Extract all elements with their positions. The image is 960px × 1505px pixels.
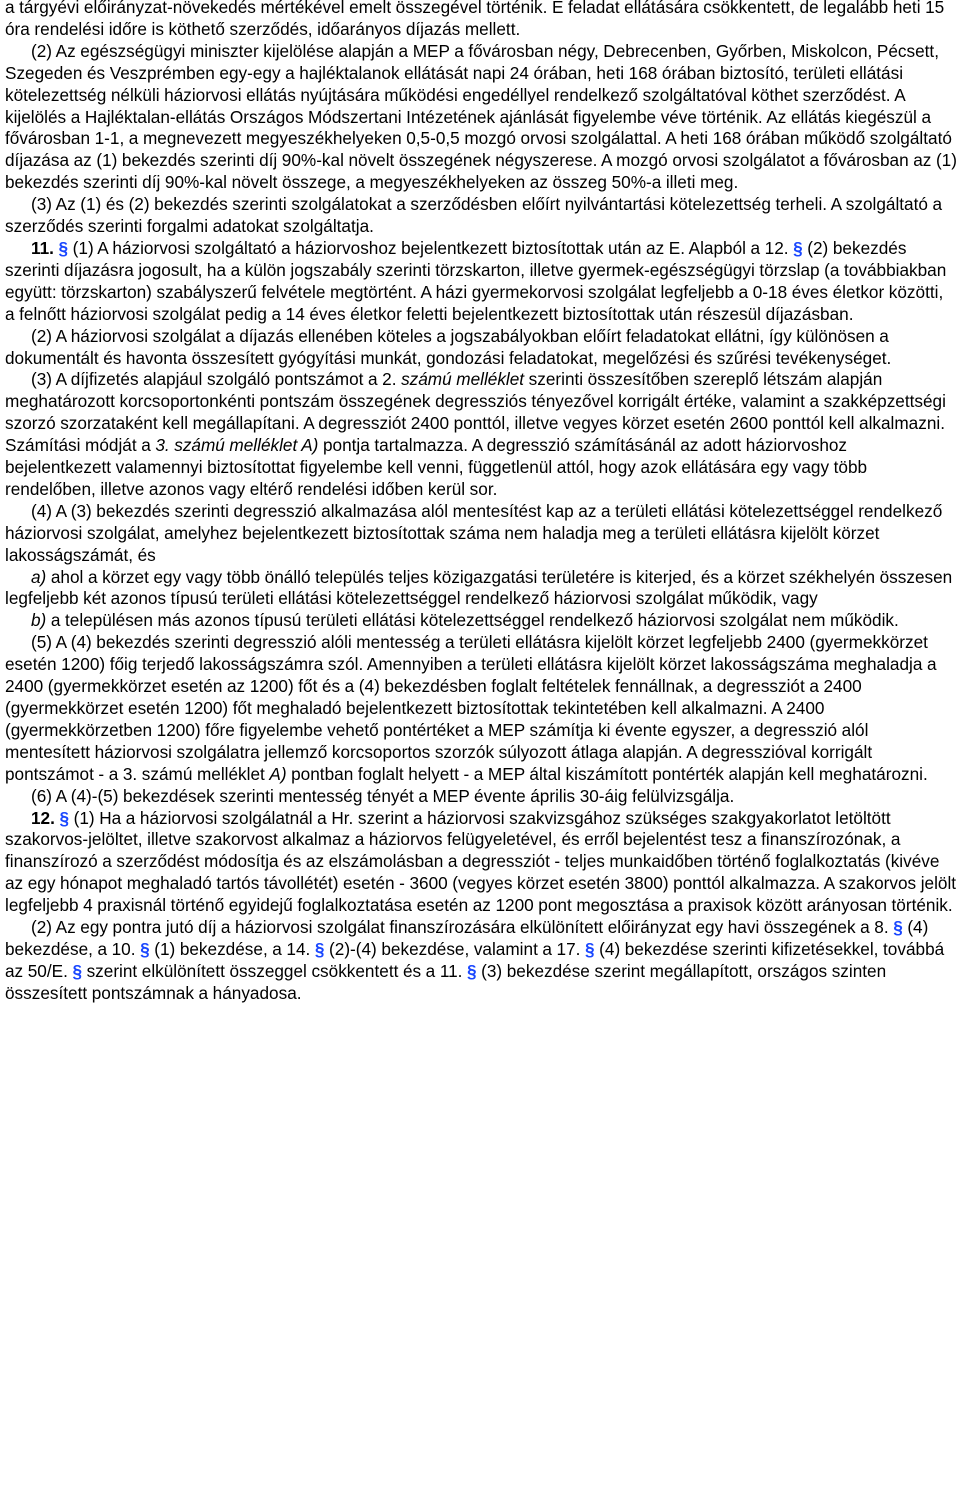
- point-a: [5, 567, 957, 611]
- paragraph-11-2: (2) A háziorvosi szolgálat a díjazás ellenében köteles a jogszabályokban előírt feladatokat ellátni, így különösen a dokumentált és havonta összesített gyógyítási munkát, gondozási feladatokat, megelőzési és szűrési tevékenységet.: [5, 325, 892, 368]
- paragraph-text: (1) bekezdése, a 14.: [149, 938, 315, 959]
- section-number: 12.: [31, 807, 55, 828]
- paragraph-11-3: [5, 369, 957, 500]
- paragraph-text: (2)-(4) bekezdése, valamint a 17.: [324, 938, 586, 959]
- paragraph-text: pontban foglalt helyett - a MEP által kiszámított pontérték alapján kell meghatározni.: [286, 763, 928, 784]
- italic-reference: számú melléklet: [401, 369, 525, 390]
- paragraph-text: (2) Az egy pontra jutó díj a háziorvosi szolgálat finanszírozására elkülönített előirányzat egy havi összegének a 8.: [31, 917, 894, 938]
- paragraph-text: (3) bekezdése szerint megállapított, országos szinten összesített pontszámnak a hányadosa.: [5, 960, 887, 1003]
- document-page: [5, 0, 957, 1005]
- point-text: a településen más azonos típusú területi ellátási kötelezettséggel rendelkező háziorvosi szolgálat nem működik.: [46, 610, 899, 631]
- point-label: b): [31, 610, 47, 631]
- section-sign-link[interactable]: §: [893, 917, 903, 938]
- section-sign-link[interactable]: §: [314, 938, 325, 959]
- paragraph-text: (3) A díjfizetés alapjául szolgáló pontszámot a 2.: [31, 369, 402, 390]
- section-text: (1) Ha a háziorvosi szolgálatnál a Hr. szerint a háziorvosi szakvizsgához szükséges szakgyakorlatot letöltött szakorvos-jelöltet, illetve szakorvost alkalmaz a háziorvos felügyeletével, és erről bejelentést tesz a finanszírozónak, a finanszírozó a szerződést módosítja és az elszámolásban a degressziót - teljes munkaidőben történő foglalkoztatás (kivéve az egy hónapot meghaladó tartós távollétét) esetén - 3600 (vegyes körzet esetén 3800) ponttól alkalmazza. A szakorvos jelölt legfeljebb 4 praxisnál történő egyidejű foglalkoztatása esetén az 1200 pont megosztása a praxisok között arányosan történik.: [5, 807, 957, 916]
- paragraph-10-2: (2) Az egészségügyi miniszter kijelölése alapján a MEP a fővárosban négy, Debrecenben, Győrben, Miskolcon, Pécsett, Szegeden és Veszprémben egy-egy a hajléktalanok ellátását napi 24 órában, heti 168 órában biztosító, területi ellátási kötelezettség nélküli háziorvosi ellátás nyújtására működési engedéllyel rendelkező szolgáltatóval köthet szerződést. A kijelölés a Hajléktalan-ellátás Országos Módszertani Intézetének ajánlását figyelembe véve történik. Az ellátás kiegészül a fővárosban 1-1, a megnevezett megyeszékhelyeken 0,5-0,5 mozgó orvosi szolgálattal. A heti 168 órában működő szolgáltató díjazása az (1) bekezdés szerinti díj 90%-kal növelt összegének négyszerese. A mozgó orvosi szolgálatot a fővárosban az (1) bekezdés szerinti díj 90%-kal növelt összege, a megyeszékhelyeken az összeg 50%-a illeti meg.: [5, 40, 957, 193]
- paragraph-text: szerinti összesítőben szereplő létszám alapján meghatározott korcsoportonkénti pontszám összegének degressziós tényezővel korrigált értéke, valamint a szakképzettségi szorzó szorzataként kell megállapítani. A degressziót 2400 ponttól, illetve vegyes körzet esetén 2600 ponttól kell alkalmazni. Számítási módját a: [5, 369, 946, 456]
- paragraph-text: (5) A (4) bekezdés szerinti degresszió alóli mentesség a területi ellátásra kijelölt körzet legfeljebb 2400 (gyermekkörzet esetén 1200) főig terjedő lakosságszámra szól. Amennyiben a területi ellátásra kijelölt körzet lakosságszáma meghaladja a 2400 (gyermekkörzet esetén az 1200) főt és a (4) bekezdésben foglalt feltételek fennállnak, a degressziót a 2400 (gyermekkörzet esetén 1200) főt meghaladó bejelentkezett biztosítottak tekintetében kell alkalmazni. A 2400 (gyermekkörzetben 1200) főre figyelembe vehető pontértéket a MEP számítja ki évente egyszer, a degresszió alól mentesített háziorvosi szolgálatra jellemző korcsoportos szorzók súlyozott átlaga alapján. A degresszióval korrigált pontszámot - a 3. számú melléklet: [5, 632, 937, 784]
- section-sign-link[interactable]: §: [58, 237, 69, 258]
- paragraph-12-2: [5, 917, 957, 1005]
- paragraph-text: (4) bekezdése, a 10.: [5, 917, 929, 959]
- section-sign-link[interactable]: §: [72, 960, 82, 981]
- section-number: 11.: [31, 237, 54, 258]
- paragraph-11-4: (4) A (3) bekezdés szerinti degresszió alkalmazása alól mentesítést kap az a területi ellátási kötelezettséggel rendelkező háziorvosi szolgálat, amelyhez bejelentkezett biztosítottak száma nem haladja meg a területi ellátásra kijelölt körzet lakosságszámát, és: [5, 500, 943, 565]
- section-12-1: [5, 808, 957, 918]
- section-text: (2) bekezdés szerinti díjazásra jogosult, ha a külön jogszabály szerinti törzskarton, illetve gyermek-egészségügyi törzslap (a továbbiakban együtt: törzskarton) szabályszerű felvétele megtörtént. A házi gyermekorvosi szolgálat legfeljebb a 0-18 éves életkor közötti, a felnőtt háziorvosi szolgálat pedig a 14 éves életkor feletti bejelentkezett biztosítottak után részesül díjazásban.: [5, 237, 947, 324]
- section-sign-link[interactable]: §: [585, 938, 595, 959]
- point-label: a): [31, 566, 47, 587]
- section-sign-link[interactable]: §: [467, 960, 477, 981]
- italic-reference: A): [269, 763, 287, 784]
- point-b: [5, 610, 957, 632]
- paragraph-11-5: [5, 632, 957, 785]
- section-sign-link[interactable]: §: [793, 237, 803, 258]
- section-sign-link[interactable]: §: [140, 938, 150, 959]
- paragraph-continuation: a tárgyévi előirányzat-növekedés mértékével emelt összegével történik. E feladat ellátására csökkentett, de legalább heti 15 óra rendelési időre is köthető szerződés, időarányos díjazás mellett.: [5, 0, 945, 39]
- italic-reference: 3. számú melléklet A): [155, 435, 319, 456]
- paragraph-11-6: (6) A (4)-(5) bekezdések szerinti mentesség tényét a MEP évente április 30-áig felülvizsgálja.: [31, 785, 735, 806]
- section-sign-link[interactable]: §: [59, 807, 70, 828]
- point-text: ahol a körzet egy vagy több önálló település teljes közigazgatási területére is kiterjed, és a körzet székhelyén összesen legfeljebb két azonos típusú területi ellátási kötelezettséggel rendelkező háziorvosi szolgálat működik, vagy: [5, 566, 953, 609]
- paragraph-text: szerint elkülönített összeggel csökkentett és a 11.: [82, 960, 468, 981]
- paragraph-text: (4) bekezdése szerinti kifizetésekkel, továbbá az 50/E.: [5, 938, 945, 981]
- paragraph-10-3: (3) Az (1) és (2) bekezdés szerinti szolgálatokat a szerződésben előírt nyilvántartási kötelezettség terheli. A szolgáltató a szerződés szerinti forgalmi adatokat szolgáltatja.: [5, 194, 943, 237]
- paragraph-text: pontja tartalmazza. A degresszió számításánál az adott háziorvoshoz bejelentkezett valamennyi biztosítottat figyelembe kell venni, függetlenül attól, hogy azok ellátására egy vagy több rendelőben, illetve azonos vagy eltérő rendelési időben kerül sor.: [5, 435, 868, 499]
- section-text: (1) A háziorvosi szolgáltató a háziorvoshoz bejelentkezett biztosítottak után az E. Alapból a 12.: [68, 237, 794, 258]
- section-11-1: [5, 238, 957, 326]
